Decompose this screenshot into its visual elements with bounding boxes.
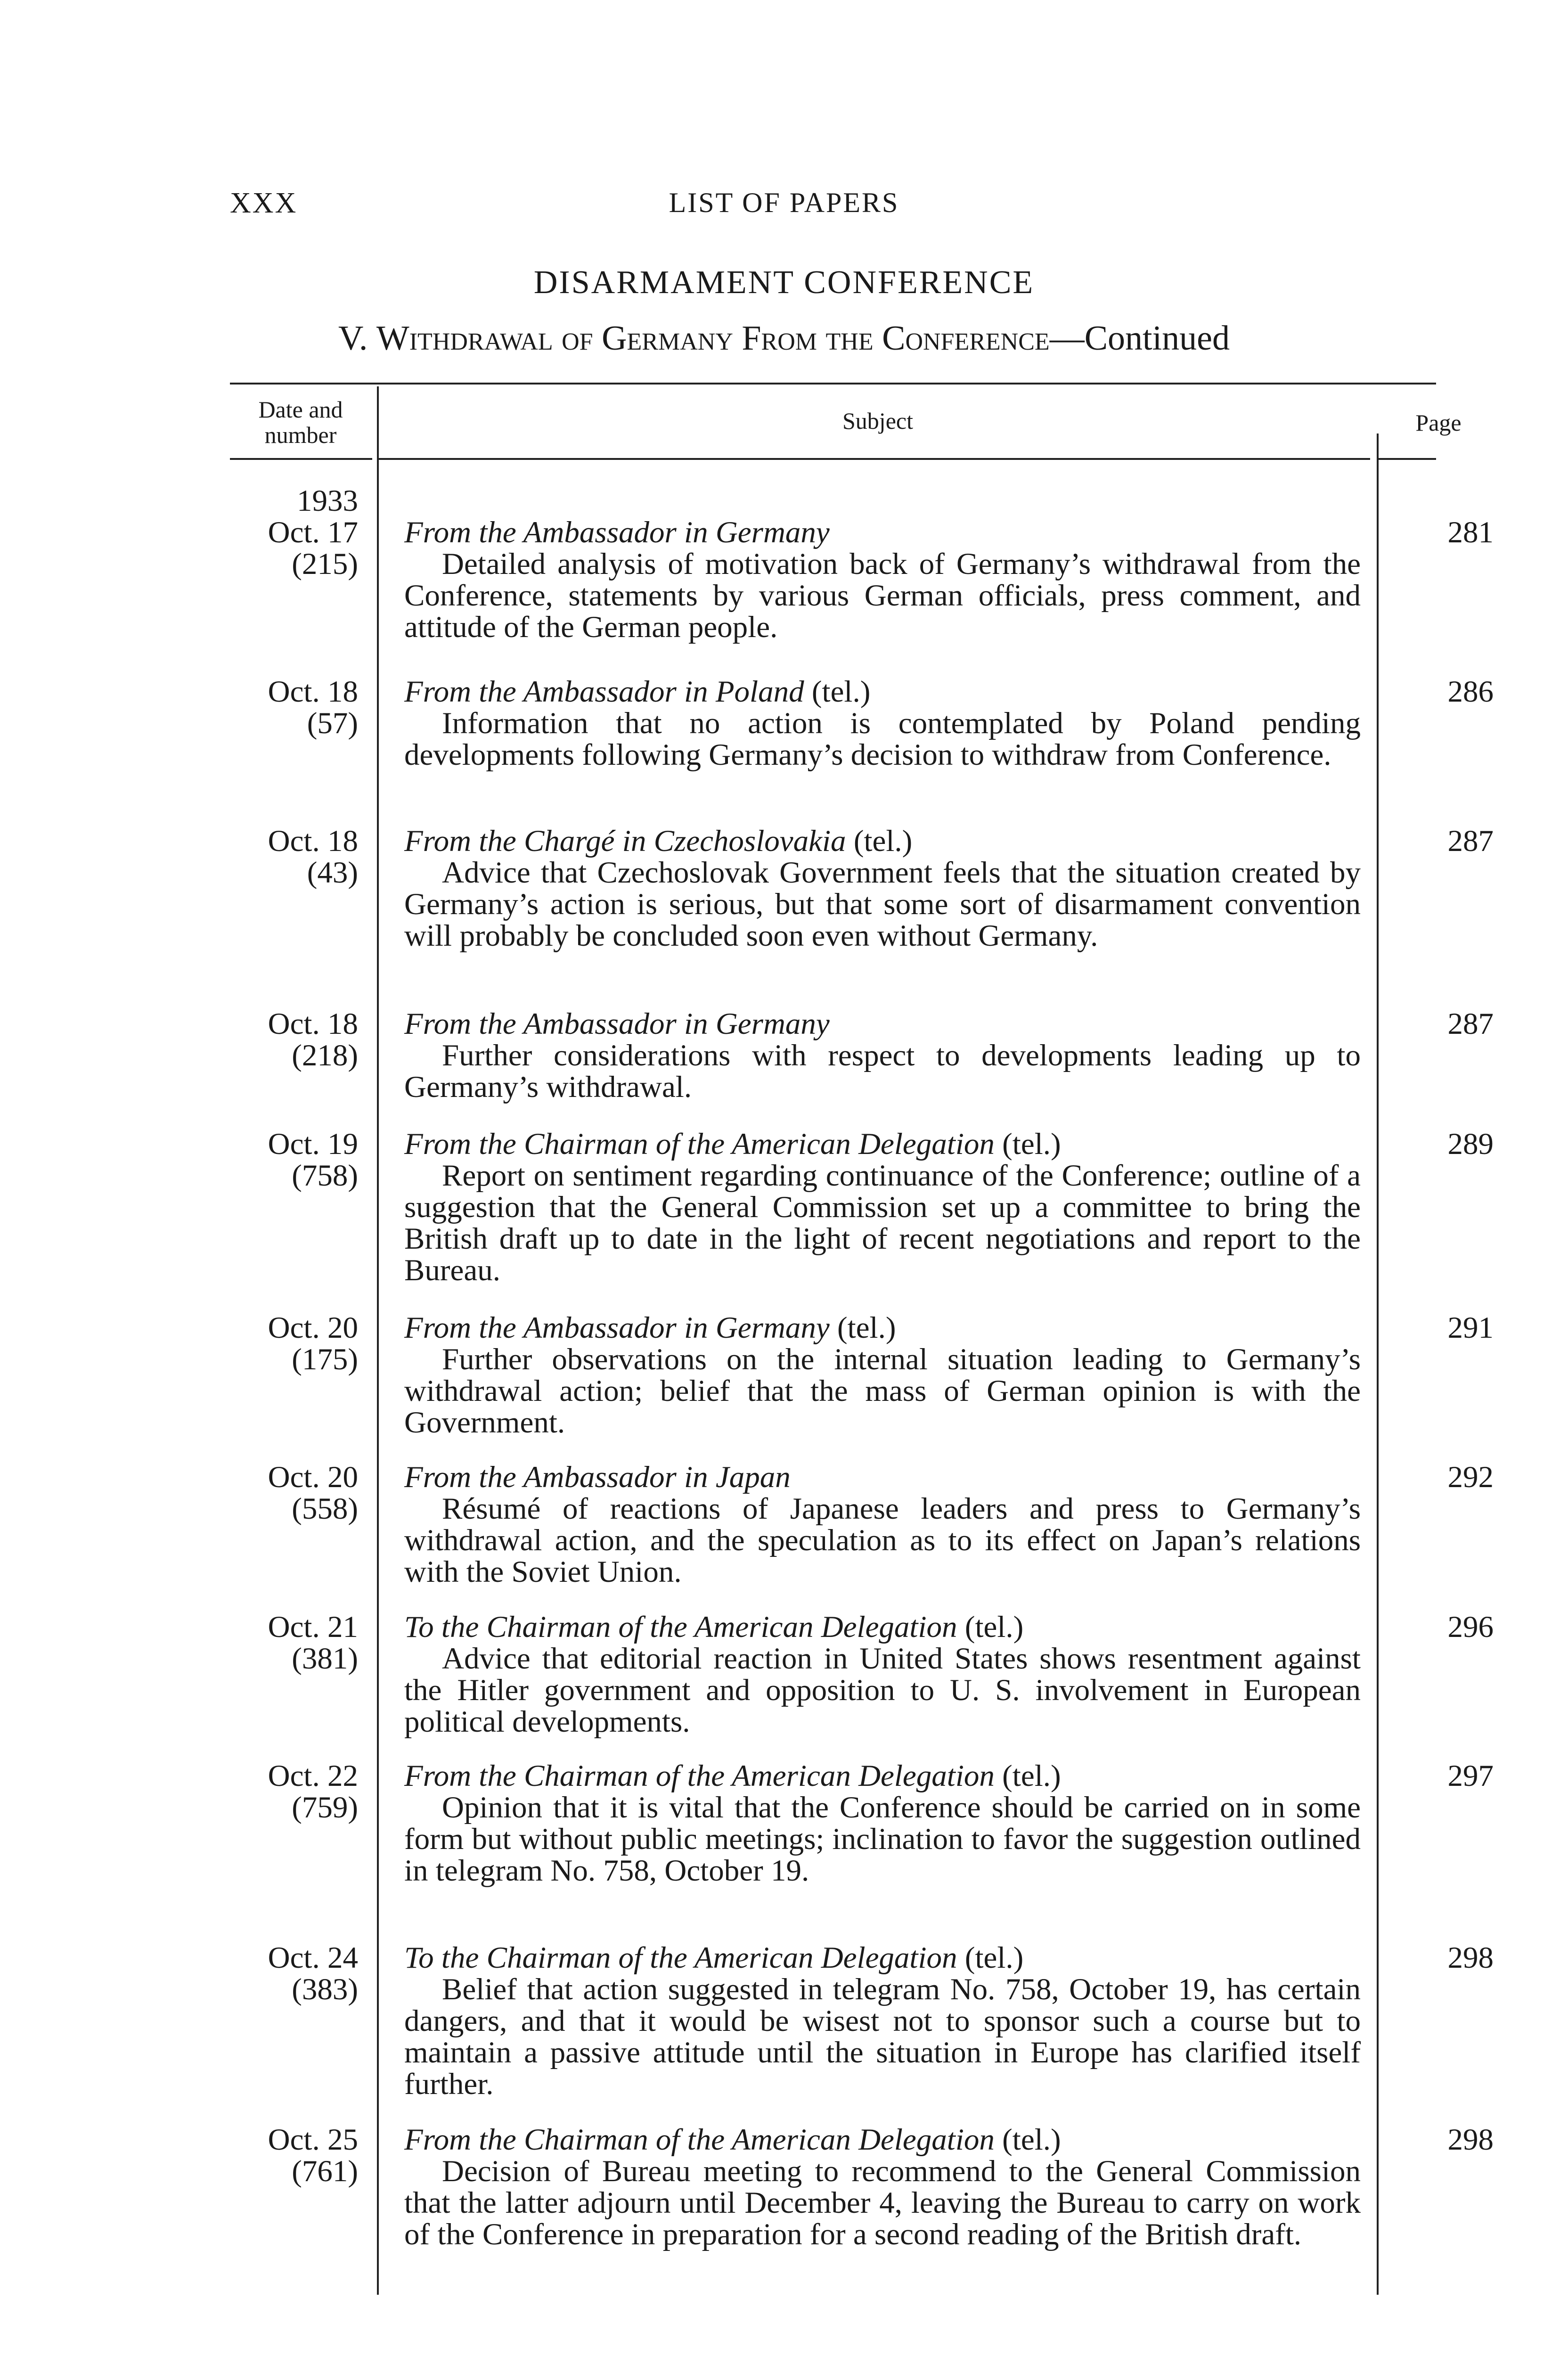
entry-subject	[404, 1462, 1361, 1588]
entry-subject	[404, 2124, 1361, 2250]
entry-from	[404, 1760, 1361, 1792]
entry-date: Oct. 25	[268, 2123, 358, 2157]
entry-year: 1933	[297, 484, 358, 518]
entry-date-cell	[221, 826, 358, 889]
entry-tel: (tel.)	[811, 675, 871, 709]
entry-date-cell	[221, 1312, 358, 1375]
entry-date-cell	[221, 1942, 358, 2005]
entry-number: (57)	[307, 706, 358, 740]
page-number: XXX	[230, 187, 298, 219]
running-head	[0, 187, 1568, 224]
entry-number: (758)	[292, 1159, 358, 1193]
entry-page: 287	[1447, 824, 1494, 858]
entry-date-cell	[221, 1612, 358, 1675]
entry-number: (381)	[292, 1642, 358, 1676]
entry-description: Information that no action is contemplated by Poland pending developments following Germany’s decision to withdraw from Conference.	[404, 706, 1361, 772]
entry-number: (558)	[292, 1492, 358, 1526]
column-divider-left	[377, 386, 379, 2295]
entry-date-cell	[221, 1008, 358, 1072]
entry-description: Further considerations with respect to developments leading up to Germany’s withdrawal.	[404, 1039, 1361, 1104]
entry-number: (759)	[292, 1791, 358, 1824]
entry-from	[404, 676, 1361, 708]
column-divider-right	[1377, 434, 1379, 2295]
entry-tel: (tel.)	[837, 1311, 896, 1345]
entry-from	[404, 1462, 1361, 1493]
entry-page: 281	[1447, 515, 1494, 549]
entry-description: Résumé of reactions of Japanese leaders and press to Germany’s withdrawal action, and the speculation as to its effect on Japan’s relations with the Soviet Union.	[404, 1492, 1361, 1589]
entry-from	[404, 1612, 1361, 1643]
entry-description: Report on sentiment regarding continuance of the Conference; outline of a suggestion that the General Commission set up a committee to bring the British draft up to date in the light of recent negotiations and report to the Bureau.	[404, 1159, 1361, 1287]
entry-page: 298	[1447, 1941, 1494, 1975]
header-rule-page	[1378, 458, 1436, 460]
entry-page: 287	[1447, 1007, 1494, 1041]
entry-tel: (tel.)	[1002, 2123, 1061, 2157]
entry-date-cell	[221, 1760, 358, 1824]
column-header-date: Date and number	[258, 396, 343, 448]
entry-from	[404, 2124, 1361, 2156]
entry-number: (761)	[292, 2154, 358, 2188]
entry-date: Oct. 18	[268, 675, 358, 709]
entry-description: Belief that action suggested in telegram No. 758, October 19, has certain dangers, and that it would be wisest not to sponsor such a course but to maintain a passive attitude until the situation in Europe has clarified itself further.	[404, 1972, 1361, 2101]
table-top-rule	[230, 383, 1436, 384]
entry-page: 286	[1447, 675, 1494, 709]
entry-subject	[404, 1942, 1361, 2100]
subsection-prefix: V.	[338, 319, 368, 358]
entry-date-cell	[221, 2124, 358, 2187]
entry-date: Oct. 17	[268, 515, 358, 549]
entry-from-text: To the Chairman of the American Delegation	[404, 1941, 957, 1975]
column-header-page: Page	[1415, 409, 1462, 436]
entry-subject	[404, 1612, 1361, 1738]
entry-date-cell	[221, 485, 358, 580]
entry-date: Oct. 18	[268, 824, 358, 858]
entry-from-text: From the Chairman of the American Delegation	[404, 1127, 995, 1161]
entry-date: Oct. 22	[268, 1759, 358, 1793]
entry-from	[404, 826, 1361, 857]
entry-from-text: From the Chairman of the American Delegation	[404, 1759, 995, 1793]
subsection-name: Withdrawal of Germany From the Conference	[376, 319, 1050, 358]
entry-tel: (tel.)	[1002, 1127, 1061, 1161]
entry-page: 297	[1447, 1759, 1494, 1793]
entry-from-text: From the Chairman of the American Delegation	[404, 2123, 995, 2157]
entry-from-text: From the Chargé in Czechoslovakia	[404, 824, 846, 858]
entry-page: 289	[1447, 1127, 1494, 1161]
entry-tel: (tel.)	[853, 824, 913, 858]
entry-number: (215)	[292, 547, 358, 581]
entry-subject	[404, 1760, 1361, 1887]
entry-number: (383)	[292, 1972, 358, 2006]
entry-date-cell	[221, 1129, 358, 1192]
entry-from-text: From the Ambassador in Germany	[404, 515, 830, 549]
entry-from-text: From the Ambassador in Japan	[404, 1460, 791, 1494]
entry-subject	[404, 826, 1361, 952]
entry-from-text: To the Chairman of the American Delegation	[404, 1610, 957, 1644]
entry-number: (218)	[292, 1039, 358, 1072]
entry-description: Decision of Bureau meeting to recommend to the General Commission that the latter adjourn until December 4, leaving the Bureau to carry on work of the Conference in preparation for a second reading of the British draft.	[404, 2154, 1361, 2251]
entry-tel: (tel.)	[964, 1941, 1024, 1975]
entry-subject	[404, 1129, 1361, 1286]
entry-page: 292	[1447, 1460, 1494, 1494]
entry-description: Advice that Czechoslovak Government feels that the situation created by Germany’s action is serious, but that some sort of disarmament convention will probably be concluded soon even without Germany.	[404, 856, 1361, 953]
entry-subject	[404, 1008, 1361, 1103]
entry-description: Further observations on the internal situation leading to Germany’s withdrawal action; belief that the mass of German opinion is with the Government.	[404, 1342, 1361, 1440]
entry-date: Oct. 19	[268, 1127, 358, 1161]
entry-date-cell	[221, 676, 358, 739]
entry-from-text: From the Ambassador in Germany	[404, 1311, 830, 1345]
section-title: DISARMAMENT CONFERENCE	[533, 264, 1035, 301]
entry-description: Advice that editorial reaction in United States shows resentment against the Hitler government and opposition to U. S. involvement in European political developments.	[404, 1642, 1361, 1739]
list-title: LIST OF PAPERS	[669, 187, 899, 218]
subsection-suffix: —Continued	[1049, 319, 1230, 358]
entry-date: Oct. 20	[268, 1460, 358, 1494]
entry-date-cell	[221, 1462, 358, 1525]
header-rule-subject	[377, 458, 1370, 460]
entry-subject	[404, 1312, 1361, 1439]
entry-tel: (tel.)	[964, 1610, 1024, 1644]
entry-subject	[404, 676, 1361, 771]
entry-date: Oct. 24	[268, 1941, 358, 1975]
entry-tel: (tel.)	[1002, 1759, 1061, 1793]
entry-subject	[404, 517, 1361, 643]
entry-page: 298	[1447, 2123, 1494, 2157]
entry-from	[404, 517, 1361, 548]
entry-page: 296	[1447, 1610, 1494, 1644]
subsection-title	[0, 319, 1568, 359]
entry-date: Oct. 21	[268, 1610, 358, 1644]
column-header-subject: Subject	[842, 408, 913, 434]
entry-number: (175)	[292, 1342, 358, 1376]
entry-from-text: From the Ambassador in Poland	[404, 675, 804, 709]
entry-description: Opinion that it is vital that the Conference should be carried on in some form but without public meetings; inclination to favor the suggestion outlined in telegram No. 758, October 19.	[404, 1791, 1361, 1888]
entry-from-text: From the Ambassador in Germany	[404, 1007, 830, 1041]
entry-description: Detailed analysis of motivation back of Germany’s withdrawal from the Conference, statements by various German officials, press comment, and attitude of the German people.	[404, 547, 1361, 644]
entry-date: Oct. 20	[268, 1311, 358, 1345]
entry-page: 291	[1447, 1311, 1494, 1345]
entry-from	[404, 1008, 1361, 1040]
entry-from	[404, 1312, 1361, 1344]
entry-from	[404, 1129, 1361, 1160]
entry-date: Oct. 18	[268, 1007, 358, 1041]
entry-number: (43)	[307, 856, 358, 890]
entry-from	[404, 1942, 1361, 1974]
header-rule-date	[230, 458, 372, 460]
